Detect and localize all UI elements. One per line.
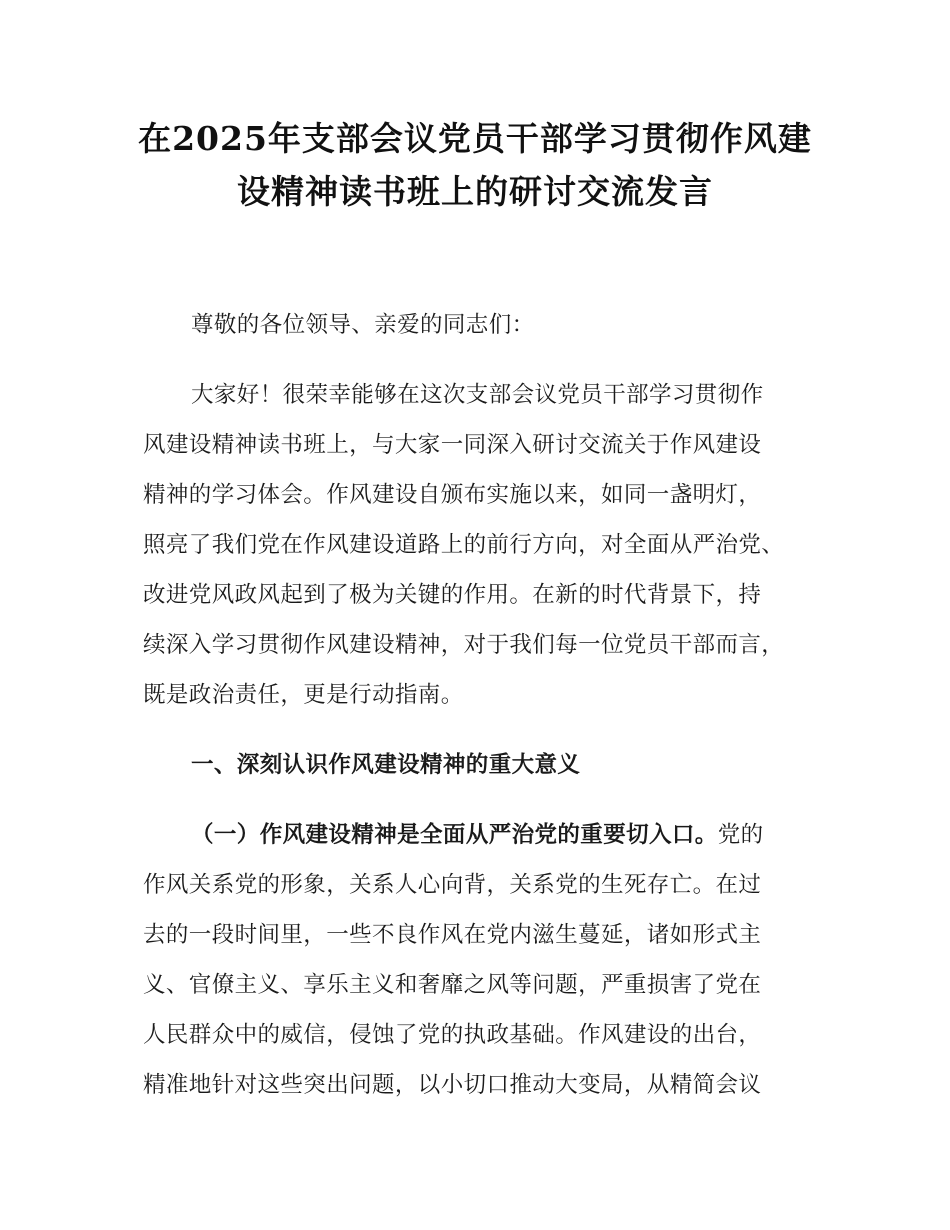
document-body [143,300,825,1110]
paragraph-line: 改进党风政风起到了极为关键的作用。在新的时代背景下，持 [143,582,762,608]
section-heading: 一、深刻认识作风建设精神的重大意义 [191,752,581,778]
lead-line-rest: 党的 [717,822,764,848]
intro-paragraph [143,370,825,720]
paragraph-line: 照亮了我们党在作风建设道路上的前行方向，对全面从严治党、 [143,532,785,558]
subsection-lead: （一）作风建设精神是全面从严治党的重要切入口。 [191,822,718,848]
paragraph-line [143,810,825,860]
title-line: 设精神读书班上的研讨交流发言 [237,172,713,211]
document-title [100,112,850,218]
paragraph-line: 作风关系党的形象，关系人心向背，关系党的生死存亡。在过 [143,872,762,898]
title-line: 在2025年支部会议党员干部学习贯彻作风建 [138,119,812,158]
salutation: 尊敬的各位领导、亲爱的同志们： [191,312,535,338]
paragraph-line: 续深入学习贯彻作风建设精神，对于我们每一位党员干部而言， [143,632,785,658]
paragraph-line: 大家好！很荣幸能够在这次支部会议党员干部学习贯彻作 [191,382,764,408]
paragraph-line: 义、官僚主义、享乐主义和奢靡之风等问题，严重损害了党在 [143,972,762,998]
subsection-paragraph [143,810,825,1110]
paragraph-line: 风建设精神读书班上，与大家一同深入研讨交流关于作风建设 [143,432,762,458]
paragraph-line: 精神的学习体会。作风建设自颁布实施以来，如同一盏明灯， [143,482,762,508]
paragraph-line: 精准地针对这些突出问题，以小切口推动大变局，从精简会议 [143,1072,762,1098]
paragraph-line: 既是政治责任，更是行动指南。 [143,682,464,708]
paragraph-line: 去的一段时间里，一些不良作风在党内滋生蔓延，诸如形式主 [143,922,762,948]
paragraph-line: 人民群众中的威信，侵蚀了党的执政基础。作风建设的出台， [143,1022,762,1048]
